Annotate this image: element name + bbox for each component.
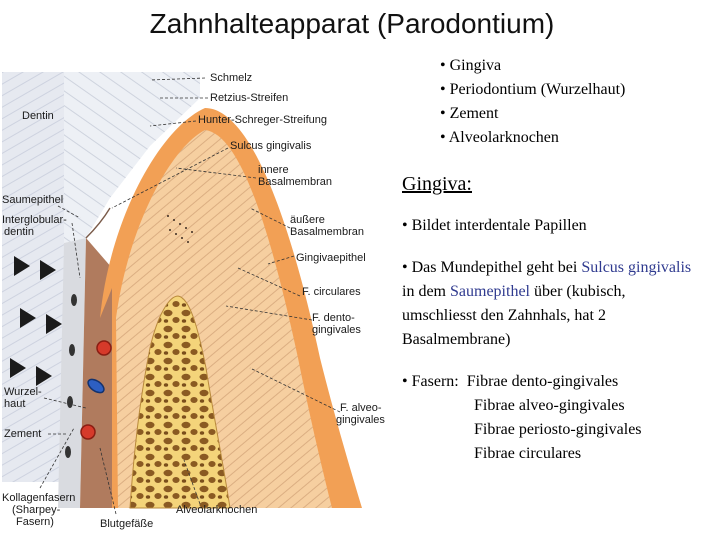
label-schmelz: Schmelz (210, 72, 253, 84)
label-dento-2: gingivales (312, 324, 361, 336)
label-interglobular-2: dentin (4, 226, 34, 238)
label-wurzelhaut-1: Wurzel- (4, 386, 42, 398)
label-blutgefaesse: Blutgefäße (100, 518, 154, 530)
label-alveo-1: F. alveo- (340, 402, 382, 414)
diagram-illustration (0, 68, 392, 540)
blood-vessel-artery-2 (81, 425, 95, 439)
label-gingivaepithel: Gingivaepithel (296, 252, 366, 264)
gingiva-heading: Gingiva: (402, 173, 472, 195)
label-hunter: Hunter-Schreger-Streifung (198, 114, 328, 126)
fiber-item: Fibrae dento-gingivales (466, 373, 619, 390)
label-innere-1: innere (258, 164, 289, 176)
label-alveo-2: gingivales (336, 414, 385, 426)
label-interglobular-1: Interglobular- (2, 214, 67, 226)
label-saumepithel: Saumepithel (2, 194, 64, 206)
label-dentin: Dentin (22, 110, 54, 122)
gingiva-point-epithel: • Das Mundepithel geht bei Sulcus gingivalis in dem Saumepithel über (kubisch, umschliesst den Zahnhals, hat 2 Basalmembrane) (402, 259, 692, 348)
fiber-item: Fibrae alveo-gingivales (474, 397, 625, 414)
label-aeussere-1: äußere (290, 214, 325, 226)
label-retzius: Retzius-Streifen (210, 92, 289, 104)
gingiva-point-papillen: • Bildet interdentale Papillen (402, 217, 587, 234)
term-saumepithel: Saumepithel (450, 283, 530, 300)
label-circulares: F. circulares (302, 286, 361, 298)
label-innere-2: Basalmembran (258, 176, 332, 188)
label-aeussere-2: Basalmembran (290, 226, 364, 238)
label-zement: Zement (4, 428, 42, 440)
fiber-item: Fibrae circulares (474, 445, 582, 462)
label-kollagenfasern-2: (Sharpey- (12, 504, 61, 516)
slide-title: Zahnhalteapparat (Parodontium) (149, 8, 555, 39)
component-item: • Alveolarknochen (440, 129, 559, 146)
label-sulcus: Sulcus gingivalis (230, 140, 312, 152)
label-kollagenfasern-3: Fasern) (16, 516, 54, 528)
label-kollagenfasern-1: Kollagenfasern (2, 492, 76, 504)
component-item: • Gingiva (440, 57, 502, 74)
gingiva-point-fasern: • Fasern: Fibrae dento-gingivales Fibrae alveo-gingivales Fibrae periosto-gingivales Fibrae circulares (402, 370, 702, 466)
fiber-item: Fibrae periosto-gingivales (474, 421, 642, 438)
label-alveolarknochen: Alveolarknochen (176, 504, 258, 516)
text-column (402, 54, 702, 466)
label-dento-1: F. dento- (312, 312, 355, 324)
gingiva-diagram (0, 68, 392, 540)
term-sulcus: Sulcus gingivalis (581, 259, 692, 276)
component-item: • Zement (440, 105, 499, 122)
components-list (402, 54, 702, 150)
blood-vessel-artery-1 (97, 341, 111, 355)
label-wurzelhaut-2: haut (4, 398, 26, 410)
component-item: • Periodontium (Wurzelhaut) (440, 81, 626, 98)
